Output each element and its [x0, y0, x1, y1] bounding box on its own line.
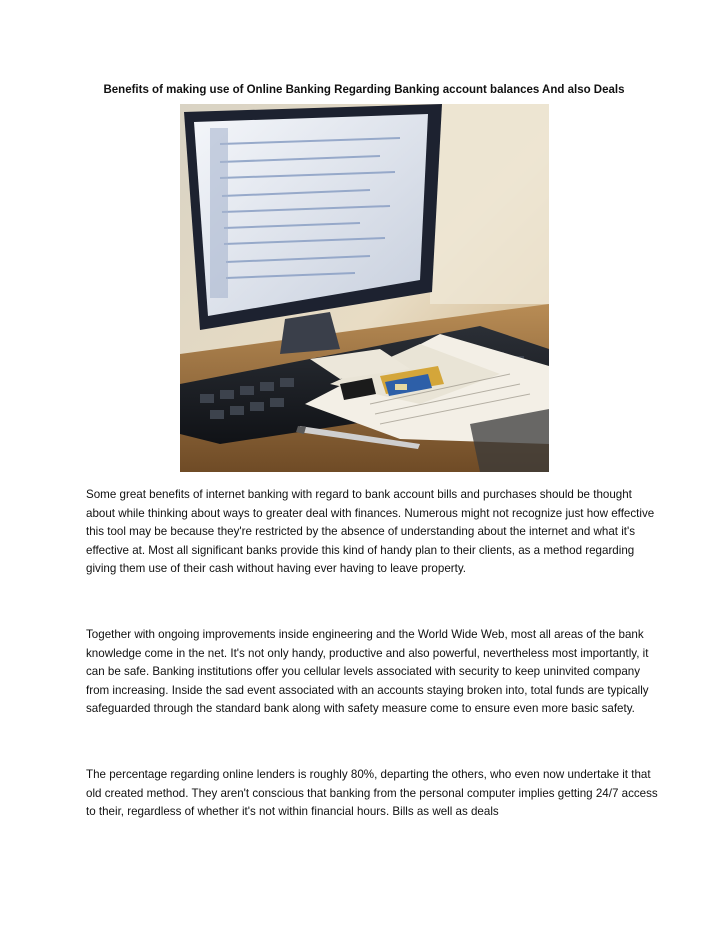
photo-illustration	[180, 104, 549, 472]
paragraph-2: Together with ongoing improvements inside engineering and the World Wide Web, most all areas of the bank knowledge come in the net. It's not only handy, productive and also powerful, nevertheless most importantly, it can be safe. Banking institutions offer you cellular levels associated with security to keep uninvited company from increasing. Inside the sad event associated with an accounts staying broken into, total funds are typically safeguarded through the standard bank along with safety measure come to ensure even more basic safety.	[86, 628, 649, 716]
document-title: Benefits of making use of Online Banking Regarding Banking account balances And also Deals	[103, 84, 625, 96]
computer-banking-photo	[180, 104, 549, 472]
paragraph-1: Some great benefits of internet banking with regard to bank account bills and purchases should be thought about while thinking about ways to greater deal with finances. Numerous might not recognize just how effective this tool may be because they're restricted by the absence of understanding about the internet and what it's effective at. Most all significant banks provide this kind of handy plan to their clients, as a method regarding giving them use of their cash without having ever having to leave property.	[86, 488, 655, 576]
paragraph-3: The percentage regarding online lenders is roughly 80%, departing the others, who even now undertake it that old created method. They aren't conscious that banking from the personal computer implies getting 24/7 access to their, regardless of whether it's not within financial hours. Bills as well as deals	[86, 768, 658, 819]
